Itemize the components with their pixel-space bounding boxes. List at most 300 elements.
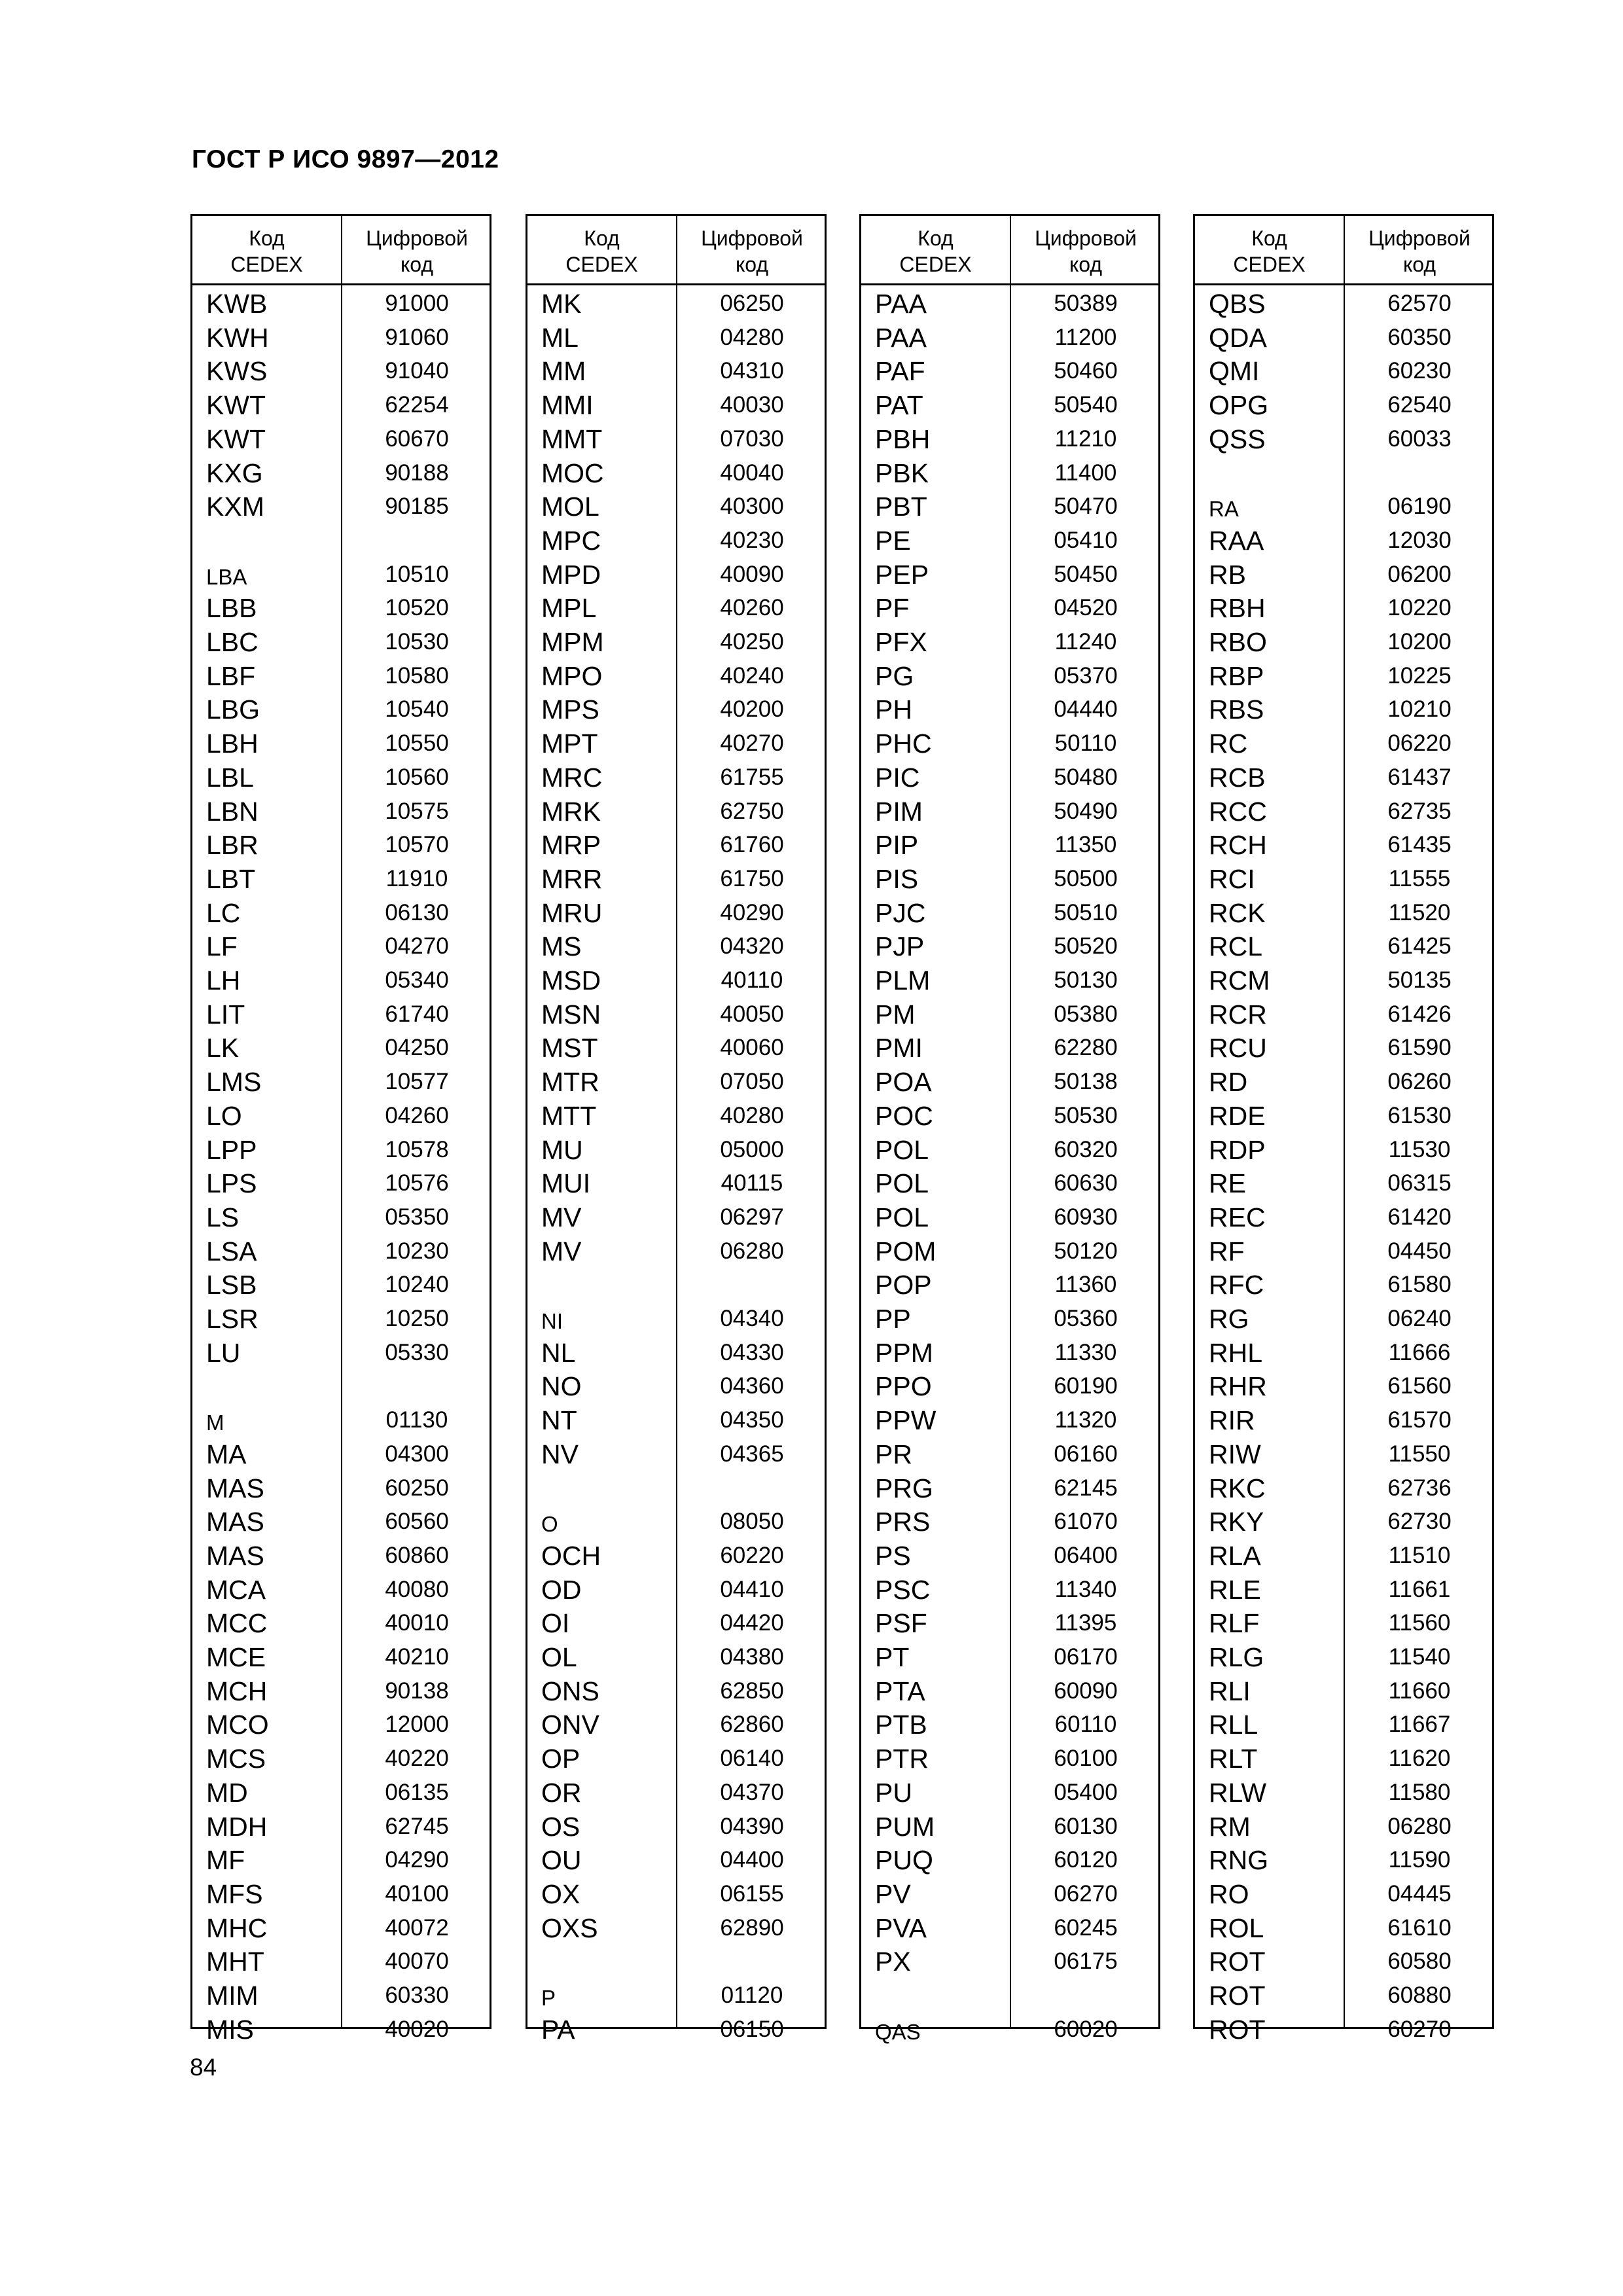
table-row (1195, 558, 1492, 592)
numeric-code: 40210 (385, 1644, 449, 1670)
cedex-code: MPS (541, 694, 599, 725)
cedex-code: LBT (206, 863, 256, 894)
cedex-code: PG (875, 660, 914, 691)
numeric-code: 11620 (1388, 1746, 1451, 1772)
cedex-code: MF (206, 1845, 245, 1876)
numeric-code: 11400 (1054, 459, 1117, 486)
numeric-code: 50460 (1054, 358, 1118, 384)
table-row (527, 1539, 825, 1573)
numeric-code: 10575 (385, 798, 449, 824)
table-row (861, 287, 1158, 321)
numeric-code: 04340 (720, 1306, 784, 1331)
cedex-code: RG (1209, 1304, 1249, 1334)
cedex-code: POL (875, 1168, 929, 1199)
numeric-code: 50120 (1054, 1238, 1118, 1264)
cedex-code: RCK (1209, 897, 1266, 928)
table-row (192, 1810, 490, 1844)
cedex-code: MST (541, 1033, 598, 1064)
numeric-code: 05370 (1054, 662, 1118, 689)
table-row (1195, 726, 1492, 761)
numeric-code: 62145 (1054, 1475, 1118, 1501)
table-row (192, 1437, 490, 1471)
numeric-code: 11210 (1054, 425, 1117, 452)
cedex-code: MCH (206, 1676, 268, 1706)
code-header-line-2: CEDEX (230, 253, 303, 276)
table-row (1195, 1302, 1492, 1336)
numeric-code: 04450 (1387, 1238, 1452, 1264)
numeric-code: 61437 (1387, 764, 1452, 790)
table-row (1195, 862, 1492, 896)
table-row (192, 862, 490, 896)
cedex-code: MCE (206, 1642, 266, 1672)
cedex-code: RIR (1209, 1405, 1255, 1436)
cedex-code: ROT (1209, 1946, 1266, 1977)
table-row (1195, 795, 1492, 829)
table-row (1195, 1776, 1492, 1810)
table-row (527, 1505, 825, 1539)
numeric-code: 60110 (1054, 1712, 1117, 1738)
numeric-code: 10250 (385, 1306, 449, 1331)
table-row (192, 1843, 490, 1877)
numeric-code: 62860 (720, 1712, 784, 1738)
cedex-code: RD (1209, 1067, 1248, 1098)
table-row (1195, 1099, 1492, 1133)
numeric-code: 50480 (1054, 764, 1118, 790)
numeric-code: 11320 (1054, 1407, 1117, 1433)
cedex-code: OI (541, 1608, 570, 1639)
numeric-code: 04300 (385, 1441, 449, 1467)
table-row (192, 963, 490, 997)
number-header-line-1: Цифровой (366, 226, 468, 250)
numeric-code: 10225 (1387, 662, 1452, 689)
table-row (192, 321, 490, 355)
cedex-code: OPG (1209, 390, 1269, 421)
numeric-code: 06200 (1387, 561, 1452, 587)
cedex-code: RDP (1209, 1134, 1266, 1165)
table-row (861, 1810, 1158, 1844)
numeric-code: 10520 (385, 595, 449, 621)
numeric-code: 05350 (385, 1204, 449, 1230)
cedex-code: PU (875, 1777, 912, 1808)
table-row (192, 795, 490, 829)
table-row (527, 287, 825, 321)
table-row (527, 1234, 825, 1268)
numeric-code: 10200 (1387, 629, 1452, 655)
cedex-code: MMI (541, 390, 594, 421)
table-row (861, 1302, 1158, 1336)
numeric-code: 40290 (720, 899, 784, 925)
cedex-code: NO (541, 1371, 582, 1402)
table-row (861, 524, 1158, 558)
cedex-code: MCS (206, 1744, 266, 1774)
cedex-code: MPC (541, 525, 601, 556)
cedex-code: PFX (875, 627, 927, 657)
cedex-code: PTA (875, 1676, 925, 1706)
table-row (1195, 388, 1492, 422)
cedex-code: PLM (875, 965, 931, 996)
numeric-code: 04365 (720, 1441, 784, 1467)
numeric-code: 61590 (1387, 1035, 1452, 1061)
cedex-code: MCA (206, 1574, 266, 1605)
table-row (527, 963, 825, 997)
table-row (527, 1911, 825, 1945)
numeric-code: 40020 (385, 2016, 449, 2042)
numeric-code: 62890 (720, 1914, 784, 1941)
numeric-code: 10576 (385, 1170, 449, 1196)
numeric-code: 62540 (1387, 392, 1452, 418)
cedex-code: MD (206, 1777, 248, 1808)
cedex-code: RA (1209, 497, 1239, 522)
cedex-code: NV (541, 1439, 579, 1469)
cedex-code: MPT (541, 728, 598, 759)
cedex-table-2 (526, 214, 827, 2045)
cedex-code: MFS (206, 1878, 263, 1909)
numeric-code: 50520 (1054, 933, 1118, 960)
table-row (1195, 963, 1492, 997)
cedex-code: PIC (875, 762, 920, 793)
code-header-line-2: CEDEX (1233, 253, 1306, 276)
cedex-code: MPD (541, 559, 601, 590)
numeric-code: 40300 (720, 493, 784, 520)
cedex-code: LO (206, 1100, 242, 1131)
table-row (192, 1776, 490, 1810)
cedex-code: LSA (206, 1236, 257, 1266)
cedex-code: MCO (206, 1710, 269, 1740)
numeric-code: 11530 (1388, 1136, 1451, 1162)
code-column-header (861, 225, 1010, 278)
cedex-code: PJC (875, 897, 926, 928)
numeric-code: 04250 (385, 1035, 449, 1061)
numeric-code: 40270 (720, 730, 784, 757)
numeric-code: 06220 (1387, 730, 1452, 757)
numeric-code: 40200 (720, 696, 784, 723)
numeric-code: 60120 (1054, 1847, 1118, 1873)
numeric-code: 04390 (720, 1813, 784, 1839)
table-row (861, 1437, 1158, 1471)
numeric-code: 04380 (720, 1644, 784, 1670)
cedex-code: PBK (875, 457, 929, 488)
cedex-code: KWS (206, 356, 268, 387)
cedex-code: RLW (1209, 1777, 1267, 1808)
cedex-code: PPW (875, 1405, 936, 1436)
table-row (861, 1539, 1158, 1573)
cedex-code: RF (1209, 1236, 1245, 1266)
cedex-code: RC (1209, 728, 1248, 759)
number-header-line-2: код (1402, 253, 1436, 276)
cedex-code: ONS (541, 1676, 599, 1706)
numeric-code: 04440 (1054, 696, 1118, 723)
cedex-code: QSS (1209, 423, 1266, 454)
numeric-code: 06270 (1054, 1880, 1118, 1907)
cedex-code: QBS (1209, 289, 1266, 319)
numeric-code: 12000 (385, 1712, 449, 1738)
numeric-code: 60560 (385, 1509, 449, 1535)
table-row (192, 422, 490, 456)
cedex-code: PSC (875, 1574, 931, 1605)
numeric-code: 04320 (720, 933, 784, 960)
numeric-code: 10570 (385, 832, 449, 858)
numeric-code: 60930 (1054, 1204, 1118, 1230)
numeric-code: 05360 (1054, 1306, 1118, 1331)
numeric-code: 04310 (720, 358, 784, 384)
cedex-code: PTB (875, 1710, 927, 1740)
table-row (1195, 929, 1492, 963)
numeric-code: 60350 (1387, 324, 1452, 350)
cedex-code: OU (541, 1845, 582, 1876)
table-row (861, 558, 1158, 592)
header-divider (527, 283, 825, 285)
table-row (861, 1911, 1158, 1945)
table-row (192, 625, 490, 659)
numeric-code: 60880 (1387, 1982, 1452, 2008)
cedex-code: MSN (541, 999, 601, 1030)
cedex-code: RKC (1209, 1473, 1266, 1503)
table-row (527, 659, 825, 693)
numeric-code: 05000 (720, 1136, 784, 1162)
code-header-line-2: CEDEX (899, 253, 972, 276)
cedex-code: LBR (206, 830, 259, 861)
numeric-code: 90138 (385, 1677, 449, 1704)
code-header-line-1: Код (1251, 226, 1287, 250)
cedex-code: ROL (1209, 1912, 1264, 1943)
table-row (527, 1200, 825, 1234)
cedex-code: REC (1209, 1202, 1266, 1232)
table-row (527, 761, 825, 795)
table-row (527, 692, 825, 726)
cedex-code: PIS (875, 863, 919, 894)
numeric-code: 40070 (385, 1948, 449, 1975)
numeric-code: 11540 (1388, 1644, 1451, 1670)
cedex-code: MHC (206, 1912, 268, 1943)
numeric-code: 06280 (720, 1238, 784, 1264)
cedex-code: MS (541, 931, 582, 962)
table-row (1195, 1065, 1492, 1099)
table-row (1195, 1640, 1492, 1674)
table-row (1195, 1573, 1492, 1607)
numeric-code: 40260 (720, 595, 784, 621)
cedex-table-4 (1193, 214, 1494, 2045)
numeric-code: 06260 (1387, 1069, 1452, 1095)
numeric-code: 10580 (385, 662, 449, 689)
table-row (861, 795, 1158, 829)
cedex-code: MOC (541, 457, 604, 488)
table-row (861, 1674, 1158, 1708)
numeric-code: 10550 (385, 730, 449, 757)
cedex-code: PF (875, 593, 910, 624)
cedex-code: PSF (875, 1608, 927, 1639)
numeric-code: 61580 (1387, 1272, 1452, 1298)
cedex-code: LSB (206, 1270, 257, 1300)
table-row (1195, 828, 1492, 862)
table-row (527, 1742, 825, 1776)
number-header-line-1: Цифровой (701, 226, 803, 250)
cedex-code: MAS (206, 1473, 264, 1503)
numeric-code: 11580 (1388, 1779, 1451, 1805)
numeric-code: 50470 (1054, 493, 1118, 520)
numeric-code: 04260 (385, 1102, 449, 1128)
table-row (192, 287, 490, 321)
numeric-code: 40040 (720, 459, 784, 486)
numeric-code: 10210 (1387, 696, 1452, 723)
table-row (861, 1336, 1158, 1370)
cedex-code: LBC (206, 627, 259, 657)
numeric-code: 04445 (1387, 1880, 1452, 1907)
cedex-code: PH (875, 694, 912, 725)
cedex-code: MM (541, 356, 586, 387)
table-row (861, 1268, 1158, 1302)
number-header-line-1: Цифровой (1368, 226, 1471, 250)
numeric-code: 61435 (1387, 832, 1452, 858)
table-row (1195, 1945, 1492, 1979)
numeric-code: 05400 (1054, 1779, 1118, 1805)
table-row (527, 388, 825, 422)
table-row (1195, 1810, 1492, 1844)
cedex-code: OR (541, 1777, 582, 1808)
cedex-code: RCU (1209, 1033, 1267, 1064)
numeric-code: 11661 (1388, 1576, 1451, 1602)
numeric-code: 11560 (1388, 1610, 1451, 1636)
cedex-code: P (541, 1986, 556, 2010)
table-row (527, 422, 825, 456)
cedex-code: PT (875, 1642, 910, 1672)
cedex-code: MTT (541, 1100, 597, 1131)
table-row (1195, 591, 1492, 625)
numeric-code: 61750 (720, 865, 784, 891)
numeric-code: 10560 (385, 764, 449, 790)
numeric-code: 62570 (1387, 291, 1452, 316)
table-row (1195, 1877, 1492, 1911)
numeric-code: 06150 (720, 2016, 784, 2042)
cedex-code: NT (541, 1405, 577, 1436)
cedex-code: PPM (875, 1337, 933, 1368)
table-row (192, 1268, 490, 1302)
cedex-code: MRP (541, 830, 601, 861)
numeric-code: 40010 (385, 1610, 449, 1636)
table-row (1195, 1437, 1492, 1471)
cedex-code: PAA (875, 322, 927, 353)
table-row (192, 1505, 490, 1539)
table-row (1195, 287, 1492, 321)
numeric-code: 10530 (385, 629, 449, 655)
numeric-code: 06135 (385, 1779, 449, 1805)
numeric-code: 50490 (1054, 798, 1118, 824)
numeric-code: 05330 (385, 1339, 449, 1365)
numeric-code: 61426 (1387, 1001, 1452, 1027)
numeric-code: 40090 (720, 561, 784, 587)
table-row (1195, 896, 1492, 930)
table-row (861, 1099, 1158, 1133)
cedex-code: LSR (206, 1304, 259, 1334)
numeric-code: 04290 (385, 1847, 449, 1873)
numeric-code: 06170 (1054, 1644, 1118, 1670)
numeric-code: 40030 (720, 392, 784, 418)
cedex-code: PR (875, 1439, 912, 1469)
numeric-code: 05410 (1054, 527, 1118, 553)
table-row (861, 659, 1158, 693)
numeric-code: 11520 (1388, 899, 1451, 925)
numeric-code: 61755 (720, 764, 784, 790)
table-row (192, 761, 490, 795)
table-row (1195, 1979, 1492, 2013)
cedex-code: MAS (206, 1507, 264, 1537)
cedex-code: MA (206, 1439, 247, 1469)
table-row (192, 1234, 490, 1268)
numeric-code: 50500 (1054, 865, 1118, 891)
numeric-code: 50135 (1387, 967, 1452, 993)
table-row (1195, 692, 1492, 726)
numeric-code: 05380 (1054, 1001, 1118, 1027)
header-divider (1195, 283, 1492, 285)
cedex-code: KXM (206, 492, 264, 522)
table-row (861, 321, 1158, 355)
numeric-code: 62280 (1054, 1035, 1118, 1061)
table-row (861, 1742, 1158, 1776)
table-row (192, 692, 490, 726)
numeric-code: 61610 (1387, 1914, 1452, 1941)
table-row (861, 761, 1158, 795)
table-row (527, 1979, 825, 2013)
cedex-code: PUQ (875, 1845, 933, 1876)
numeric-code: 01130 (385, 1407, 448, 1433)
table-row (527, 625, 825, 659)
numeric-code: 40072 (385, 1914, 449, 1941)
numeric-code: 06155 (720, 1880, 784, 1907)
cedex-code: LBG (206, 694, 260, 725)
table-row (861, 1133, 1158, 1167)
cedex-code: PIP (875, 830, 919, 861)
cedex-code: PX (875, 1946, 911, 1977)
table-row (192, 1877, 490, 1911)
numeric-code: 07050 (720, 1069, 784, 1095)
table-row (861, 1031, 1158, 1065)
table-row (527, 524, 825, 558)
table-row (527, 828, 825, 862)
table-row (192, 490, 490, 524)
numeric-code: 91000 (385, 291, 449, 316)
numeric-code: 60670 (385, 425, 449, 452)
numeric-code: 60020 (1054, 2016, 1118, 2042)
numeric-code: 60320 (1054, 1136, 1118, 1162)
table-row (861, 1945, 1158, 1979)
table-row (861, 1708, 1158, 1742)
code-header-line-1: Код (249, 226, 285, 250)
table-row (192, 1945, 490, 1979)
numeric-code: 62730 (1387, 1509, 1452, 1535)
cedex-code: RHL (1209, 1337, 1263, 1368)
code-column-header (527, 225, 676, 278)
numeric-code: 40230 (720, 527, 784, 553)
table-row (861, 828, 1158, 862)
numeric-code: 61420 (1387, 1204, 1452, 1230)
table-row (192, 1031, 490, 1065)
table-row (1195, 761, 1492, 795)
cedex-code: MV (541, 1202, 582, 1232)
table-row (192, 1640, 490, 1674)
table-row (861, 1877, 1158, 1911)
table-row (192, 1674, 490, 1708)
table-row (1195, 354, 1492, 388)
numeric-code: 60270 (1387, 2016, 1452, 2042)
table-row (192, 896, 490, 930)
table-row (861, 2013, 1158, 2047)
table-row (527, 726, 825, 761)
numeric-code: 40115 (721, 1170, 783, 1196)
table-row (861, 1200, 1158, 1234)
numeric-code: 60250 (385, 1475, 449, 1501)
table-row (1195, 490, 1492, 524)
numeric-code: 62254 (385, 392, 449, 418)
cedex-code: MPO (541, 660, 603, 691)
